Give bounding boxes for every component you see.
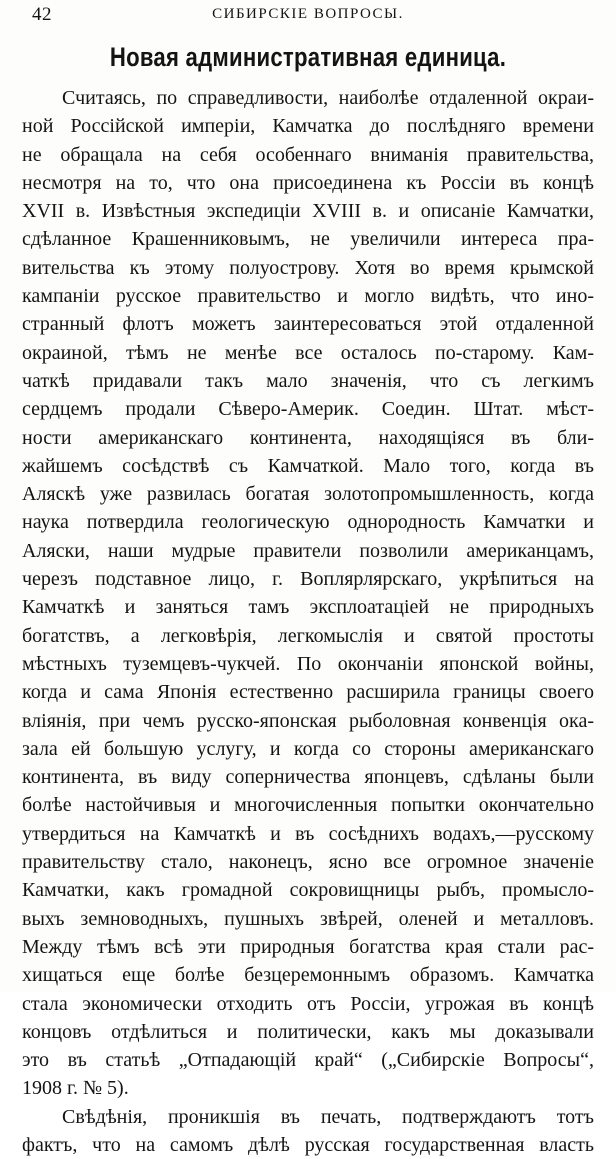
text-line: странный флотъ можетъ заинтересоваться этой отдаленной <box>22 313 594 336</box>
text-line: жайшемъ сосѣдствѣ съ Камчаткой. Мало того, когда въ <box>22 454 594 477</box>
text-line: ности американскаго континента, находящіяся въ бли- <box>22 426 594 449</box>
text-line: наука потвердила геологическую однородность Камчатки и <box>22 511 594 534</box>
article-body <box>22 84 594 1159</box>
text-line: правительству стало, наконецъ, ясно все огромное значеніе <box>22 851 594 874</box>
text-line: 1908 г. № 5). <box>22 1077 129 1100</box>
text-line: богатствъ, а легковѣрія, легкомыслія и святой простоты <box>22 624 594 647</box>
text-line: утвердиться на Камчаткѣ и въ сосѣднихъ водахъ,—русскому <box>22 822 594 845</box>
text-line: черезъ подставное лицо, г. Воплярлярскаго, укрѣпиться на <box>22 568 594 591</box>
text-line: выхъ земноводныхъ, пушныхъ звѣрей, оленей и металловъ. <box>22 907 594 930</box>
text-line: сердцемъ продали Сѣверо-Америк. Соедин. Штат. мѣст- <box>22 398 594 421</box>
text-line: сдѣланное Крашенниковымъ, не увеличили интереса пра- <box>22 228 594 251</box>
text-line: окраиной, тѣмъ не менѣе все осталось по-старому. Кам- <box>22 341 594 364</box>
text-line: Считаясь, по справедливости, наиболѣе отдаленной окраи- <box>62 87 594 109</box>
text-line: континента, въ виду соперничества японцевъ, сдѣланы были <box>22 766 594 789</box>
text-line: когда и сама Японія естественно расширила границы своего <box>22 681 594 704</box>
text-line: концовъ отдѣлиться и политически, какъ мы доказывали <box>22 1020 594 1043</box>
text-line: ной Россійской имперіи, Камчатка до послѣдняго времени <box>22 115 594 138</box>
text-line: хищаться еще болѣе безцеремоннымъ образомъ. Камчатка <box>22 964 594 987</box>
text-line: мѣстныхъ туземцевъ-чукчей. По окончаніи японской войны, <box>22 652 594 675</box>
text-line: стала экономически отходить отъ Россіи, угрожая въ концѣ <box>22 992 594 1015</box>
text-line: XVII в. Извѣстныя экспедиціи XVIII в. и описаніе Камчатки, <box>22 200 594 223</box>
text-line: кампаніи русское правительство и могло видѣть, что ино- <box>22 285 594 308</box>
journal-title: СИБИРСКІЕ ВОПРОСЫ. <box>212 6 404 22</box>
article-title: Новая административная единица. <box>109 42 507 72</box>
text-line: болѣе настойчивыя и многочисленныя попытки окончательно <box>22 794 594 817</box>
text-line: Аляскѣ уже развилась богатая золотопромышленность, когда <box>22 483 594 506</box>
text-line: Камчатки, какъ громадной сокровищницы рыбъ, промысло- <box>22 879 594 902</box>
text-line: зала ей большую услугу, и когда со стороны американскаго <box>22 737 594 760</box>
text-line: вліянія, при чемъ русско-японская рыболовная конвенція ока- <box>22 709 594 732</box>
text-line: чаткѣ придавали такъ мало значенія, что съ легкимъ <box>22 369 594 392</box>
text-line: Аляски, наши мудрые правители позволили американцамъ, <box>22 539 594 562</box>
text-line: Камчаткѣ и заняться тамъ эксплоатаціей не природныхъ <box>22 596 594 619</box>
text-line: несмотря на то, что она присоединена къ Россіи въ концѣ <box>22 171 594 194</box>
text-line: не обращала на себя особеннаго вниманія правительства, <box>22 143 594 166</box>
text-line: Между тѣмъ всѣ эти природныя богатства края стали рас- <box>22 935 594 958</box>
page-number: 42 <box>32 4 52 25</box>
text-line: это въ статьѣ „Отпадающій край“ („Сибирскіе Вопросы“, <box>22 1049 594 1072</box>
text-line: вительства къ этому полуострову. Хотя во время крымской <box>22 256 594 279</box>
running-head <box>24 4 592 28</box>
text-line: Свѣдѣнія, проникшія въ печать, подтверждаютъ тотъ <box>62 1105 594 1128</box>
text-line: фактъ, что на самомъ дѣлѣ русская государственная власть <box>22 1133 594 1156</box>
